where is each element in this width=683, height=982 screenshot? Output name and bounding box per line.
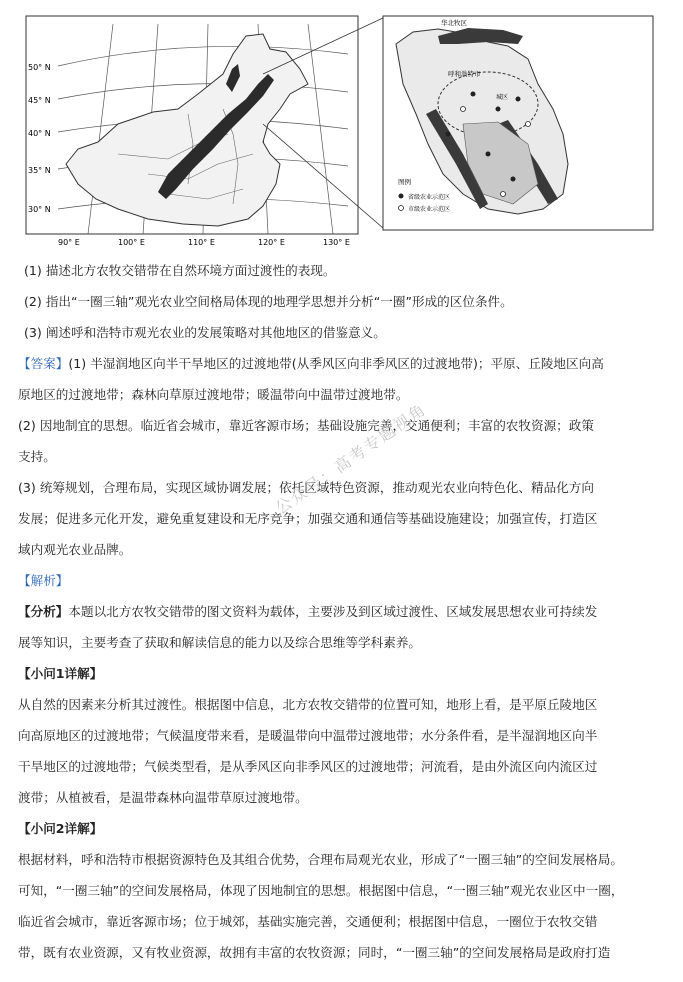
sub1-line: 干旱地区的过渡地带；气候类型看，是从季风区向非季风区的过渡地带；河流看，是由外流区向内流区过: [18, 759, 598, 774]
question-2: (2) 指出“一圈三轴”观光农业空间格局体现的地理学思想并分析“一圈”形成的区位条件。: [24, 294, 513, 309]
answer-text: (1) 半湿润地区向半干旱地区的过渡地带(从季风区向非季风区的过渡地带)；平原、丘陵地区向高: [68, 356, 604, 371]
legend-title: 图例: [398, 178, 411, 186]
analysis-line: [18, 601, 597, 620]
fenxi-text: 本题以北方农牧交错带的图文资料为载体，主要涉及到区域过渡性、区域发展思想农业可持续发: [68, 604, 598, 619]
answer-line: (2) 因地制宜的思想。临近省会城市，靠近客源市场；基础设施完善，交通便利；丰富的农牧资源；政策: [18, 418, 594, 433]
sub1-line: 从自然的因素来分析其过渡性。根据图中信息，北方农牧交错带的位置可知，地形上看，是平原丘陵地区: [18, 697, 598, 712]
lat-label: 50° N: [28, 63, 51, 72]
lon-label: 130° E: [323, 238, 350, 246]
lat-label: 30° N: [28, 205, 51, 214]
legend-dot-open-icon: [399, 206, 404, 211]
map-svg: [18, 14, 673, 246]
question-3: (3) 阐述呼和浩特市观光农业的发展策略对其他地区的借鉴意义。: [24, 325, 386, 340]
answer-line: 支持。: [18, 449, 56, 464]
inset-region-label: 呼和浩特市: [448, 70, 481, 78]
sub2-line: 带，既有农业资源，又有牧业资源，故拥有丰富的农牧资源；同时，“一圈三轴”的空间发展格局是政府打造: [18, 945, 611, 960]
answer-line: 原地区的过渡地带；森林向草原过渡地带；暖温带向中温带过渡地带。: [18, 387, 409, 402]
question-1: (1) 描述北方农牧交错带在自然环境方面过渡性的表现。: [24, 263, 336, 278]
sub2-line: 临近省会城市，靠近客源市场；位于城郊，基础实施完善，交通便利；根据图中信息，一圈位于农牧交错: [18, 914, 598, 929]
lat-label: 35° N: [28, 166, 51, 175]
lat-label: 40° N: [28, 129, 51, 138]
legend-dot-icon: [399, 194, 404, 199]
sub2-line: 根据材料，呼和浩特市根据资源特色及其组合优势，合理布局观光农业，形成了“一圈三轴”的空间发展格局。: [18, 852, 623, 867]
lon-label: 110° E: [188, 238, 215, 246]
lon-label: 90° E: [58, 238, 80, 246]
lat-label: 45° N: [28, 96, 51, 105]
answer-line: (3) 统筹规划，合理布局，实现区域协调发展；依托区域特色资源，推动观光农业向特色化、精品化方向: [18, 480, 594, 495]
lon-label: 120° E: [258, 238, 285, 246]
sub1-tag: 【小问1详解】: [18, 666, 103, 681]
analysis-tag: 【解析】: [18, 573, 69, 588]
lon-label: 100° E: [118, 238, 145, 246]
answer-line: [18, 353, 604, 372]
inset-region-label: 城区: [496, 94, 509, 101]
fenxi-tag: 【分析】: [18, 604, 69, 619]
answer-line: 域内观光农业品牌。: [18, 542, 132, 557]
legend-item: 省级农业示范区: [408, 194, 451, 201]
answer-line: 发展；促进多元化开发，避免重复建设和无序竞争；加强交通和通信等基础设施建设；加强宣传，打造区: [18, 511, 598, 526]
answer-tag: 【答案】: [18, 356, 69, 371]
watermark: 公众号：高考专题视角: [271, 399, 431, 519]
sub1-line: 向高原地区的过渡地带；气候温度带来看，是暖温带向中温带过渡地带；水分条件看，是半湿润地区向半: [18, 728, 598, 743]
sub2-tag: 【小问2详解】: [18, 821, 103, 836]
legend-item: 市级农业示范区: [408, 206, 451, 213]
inset-title: 华北牧区: [441, 19, 467, 27]
map-figure: [18, 14, 673, 246]
sub2-line: 可知，“一圈三轴”的空间发展格局，体现了因地制宜的思想。根据图中信息，“一圈三轴”观光农业区中一圈，: [18, 883, 624, 898]
sub1-line: 渡带；从植被看，是温带森林向温带草原过渡地带。: [18, 790, 308, 805]
analysis-line: 展等知识，主要考查了获取和解读信息的能力以及综合思维等学科素养。: [18, 635, 421, 650]
